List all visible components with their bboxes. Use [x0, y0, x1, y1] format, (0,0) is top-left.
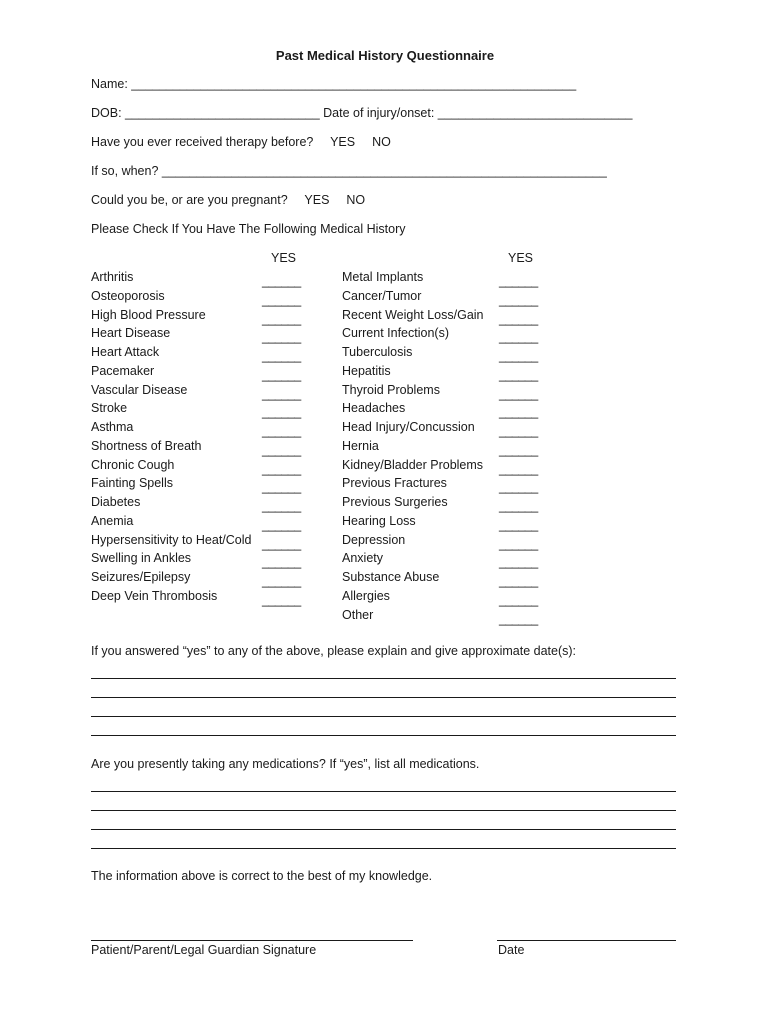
date-label: Date	[498, 943, 525, 957]
explain-prompt: If you answered “yes” to any of the above, please explain and give approximate date(s):	[91, 644, 577, 658]
right-condition-label: Thyroid Problems	[342, 383, 440, 397]
right-condition-yes-blank[interactable]: ______	[499, 293, 538, 307]
right-condition-yes-blank[interactable]: ______	[499, 405, 538, 419]
right-yes-header: YES	[508, 251, 534, 265]
left-condition-label: Shortness of Breath	[91, 439, 202, 453]
left-condition-yes-blank[interactable]: ______	[262, 368, 301, 382]
left-condition-yes-blank[interactable]: ______	[262, 443, 301, 457]
left-condition-yes-blank[interactable]: ______	[262, 293, 301, 307]
left-condition-yes-blank[interactable]: ______	[262, 405, 301, 419]
page-title: Past Medical History Questionnaire	[275, 48, 495, 63]
right-condition-yes-blank[interactable]: ______	[499, 424, 538, 438]
therapy-no-option[interactable]: NO	[372, 135, 391, 149]
left-condition-yes-blank[interactable]: ______	[262, 462, 301, 476]
left-condition-yes-blank[interactable]: ______	[262, 593, 301, 607]
left-condition-label: Swelling in Ankles	[91, 551, 192, 565]
right-condition-yes-blank[interactable]: ______	[499, 593, 538, 607]
explain-line-4[interactable]	[91, 735, 676, 736]
left-condition-yes-blank[interactable]: ______	[262, 349, 301, 363]
left-condition-label: Chronic Cough	[91, 458, 175, 472]
right-condition-label: Metal Implants	[342, 270, 424, 284]
right-condition-label: Cancer/Tumor	[342, 289, 422, 303]
right-condition-yes-blank[interactable]: ______	[499, 574, 538, 588]
pregnant-no-option[interactable]: NO	[346, 193, 366, 207]
right-condition-yes-blank[interactable]: ______	[499, 537, 538, 551]
right-condition-label: Recent Weight Loss/Gain	[342, 308, 484, 322]
left-yes-header: YES	[271, 251, 297, 265]
explain-line-2[interactable]	[91, 697, 676, 698]
left-condition-yes-blank[interactable]: ______	[262, 274, 301, 288]
therapy-when-field[interactable]: If so, when? ________________________________________________________________	[91, 164, 607, 178]
left-condition-label: Heart Disease	[91, 326, 171, 340]
left-condition-label: High Blood Pressure	[91, 308, 206, 322]
left-condition-label: Diabetes	[91, 495, 141, 509]
right-condition-label: Head Injury/Concussion	[342, 420, 475, 434]
left-condition-yes-blank[interactable]: ______	[262, 387, 301, 401]
medications-line-1[interactable]	[91, 791, 676, 792]
left-condition-label: Pacemaker	[91, 364, 155, 378]
right-condition-yes-blank[interactable]: ______	[499, 349, 538, 363]
right-condition-label: Anxiety	[342, 551, 383, 565]
right-condition-label: Hearing Loss	[342, 514, 416, 528]
right-condition-label: Allergies	[342, 589, 390, 603]
medications-prompt: Are you presently taking any medications? If “yes”, list all medications.	[91, 757, 480, 771]
left-condition-label: Hypersensitivity to Heat/Cold	[91, 533, 252, 547]
right-condition-yes-blank[interactable]: ______	[499, 518, 538, 532]
left-condition-label: Arthritis	[91, 270, 134, 284]
therapy-question	[91, 135, 391, 149]
right-condition-yes-blank[interactable]: ______	[499, 312, 538, 326]
dob-injury-field[interactable]: DOB: ____________________________ Date of injury/onset: ____________________________	[91, 106, 633, 120]
left-condition-label: Fainting Spells	[91, 476, 173, 490]
name-field[interactable]: Name: ________________________________________________________________	[91, 77, 577, 91]
left-condition-yes-blank[interactable]: ______	[262, 424, 301, 438]
signature-label: Patient/Parent/Legal Guardian Signature	[91, 943, 317, 957]
pregnant-question-text: Could you be, or are you pregnant?	[91, 193, 288, 207]
left-condition-yes-blank[interactable]: ______	[262, 330, 301, 344]
explain-line-3[interactable]	[91, 716, 676, 717]
left-condition-label: Vascular Disease	[91, 383, 188, 397]
right-condition-yes-blank[interactable]: ______	[499, 555, 538, 569]
right-condition-label: Tuberculosis	[342, 345, 413, 359]
therapy-yes-option[interactable]: YES	[330, 135, 356, 149]
left-condition-yes-blank[interactable]: ______	[262, 499, 301, 513]
right-condition-yes-blank[interactable]: ______	[499, 612, 538, 626]
left-condition-yes-blank[interactable]: ______	[262, 574, 301, 588]
right-condition-label: Hernia	[342, 439, 379, 453]
right-condition-label: Kidney/Bladder Problems	[342, 458, 484, 472]
right-condition-yes-blank[interactable]: ______	[499, 443, 538, 457]
right-condition-yes-blank[interactable]: ______	[499, 274, 538, 288]
right-condition-yes-blank[interactable]: ______	[499, 368, 538, 382]
left-condition-label: Seizures/Epilepsy	[91, 570, 191, 584]
left-condition-yes-blank[interactable]: ______	[262, 537, 301, 551]
left-condition-label: Anemia	[91, 514, 134, 528]
medications-line-4[interactable]	[91, 848, 676, 849]
right-condition-label: Previous Fractures	[342, 476, 447, 490]
right-condition-yes-blank[interactable]: ______	[499, 387, 538, 401]
left-condition-yes-blank[interactable]: ______	[262, 312, 301, 326]
left-condition-label: Asthma	[91, 420, 134, 434]
medications-line-2[interactable]	[91, 810, 676, 811]
left-condition-yes-blank[interactable]: ______	[262, 518, 301, 532]
right-condition-yes-blank[interactable]: ______	[499, 499, 538, 513]
attestation-text: The information above is correct to the best of my knowledge.	[91, 869, 433, 883]
right-condition-label: Headaches	[342, 401, 406, 415]
right-condition-yes-blank[interactable]: ______	[499, 462, 538, 476]
explain-line-1[interactable]	[91, 678, 676, 679]
medications-line-3[interactable]	[91, 829, 676, 830]
right-condition-label: Substance Abuse	[342, 570, 440, 584]
left-condition-yes-blank[interactable]: ______	[262, 480, 301, 494]
pregnant-question	[91, 193, 365, 207]
left-condition-label: Heart Attack	[91, 345, 160, 359]
pregnant-yes-option[interactable]: YES	[304, 193, 330, 207]
therapy-question-text: Have you ever received therapy before?	[91, 135, 314, 149]
left-condition-label: Osteoporosis	[91, 289, 165, 303]
right-condition-label: Current Infection(s)	[342, 326, 449, 340]
right-condition-yes-blank[interactable]: ______	[499, 480, 538, 494]
date-line[interactable]	[497, 940, 676, 941]
left-condition-label: Stroke	[91, 401, 128, 415]
left-condition-yes-blank[interactable]: ______	[262, 555, 301, 569]
signature-line[interactable]	[91, 940, 413, 941]
left-condition-label: Deep Vein Thrombosis	[91, 589, 218, 603]
right-condition-label: Previous Surgeries	[342, 495, 448, 509]
right-condition-label: Other	[342, 608, 374, 622]
right-condition-label: Hepatitis	[342, 364, 391, 378]
history-instruction: Please Check If You Have The Following Medical History	[91, 222, 406, 236]
right-condition-yes-blank[interactable]: ______	[499, 330, 538, 344]
right-condition-label: Depression	[342, 533, 406, 547]
